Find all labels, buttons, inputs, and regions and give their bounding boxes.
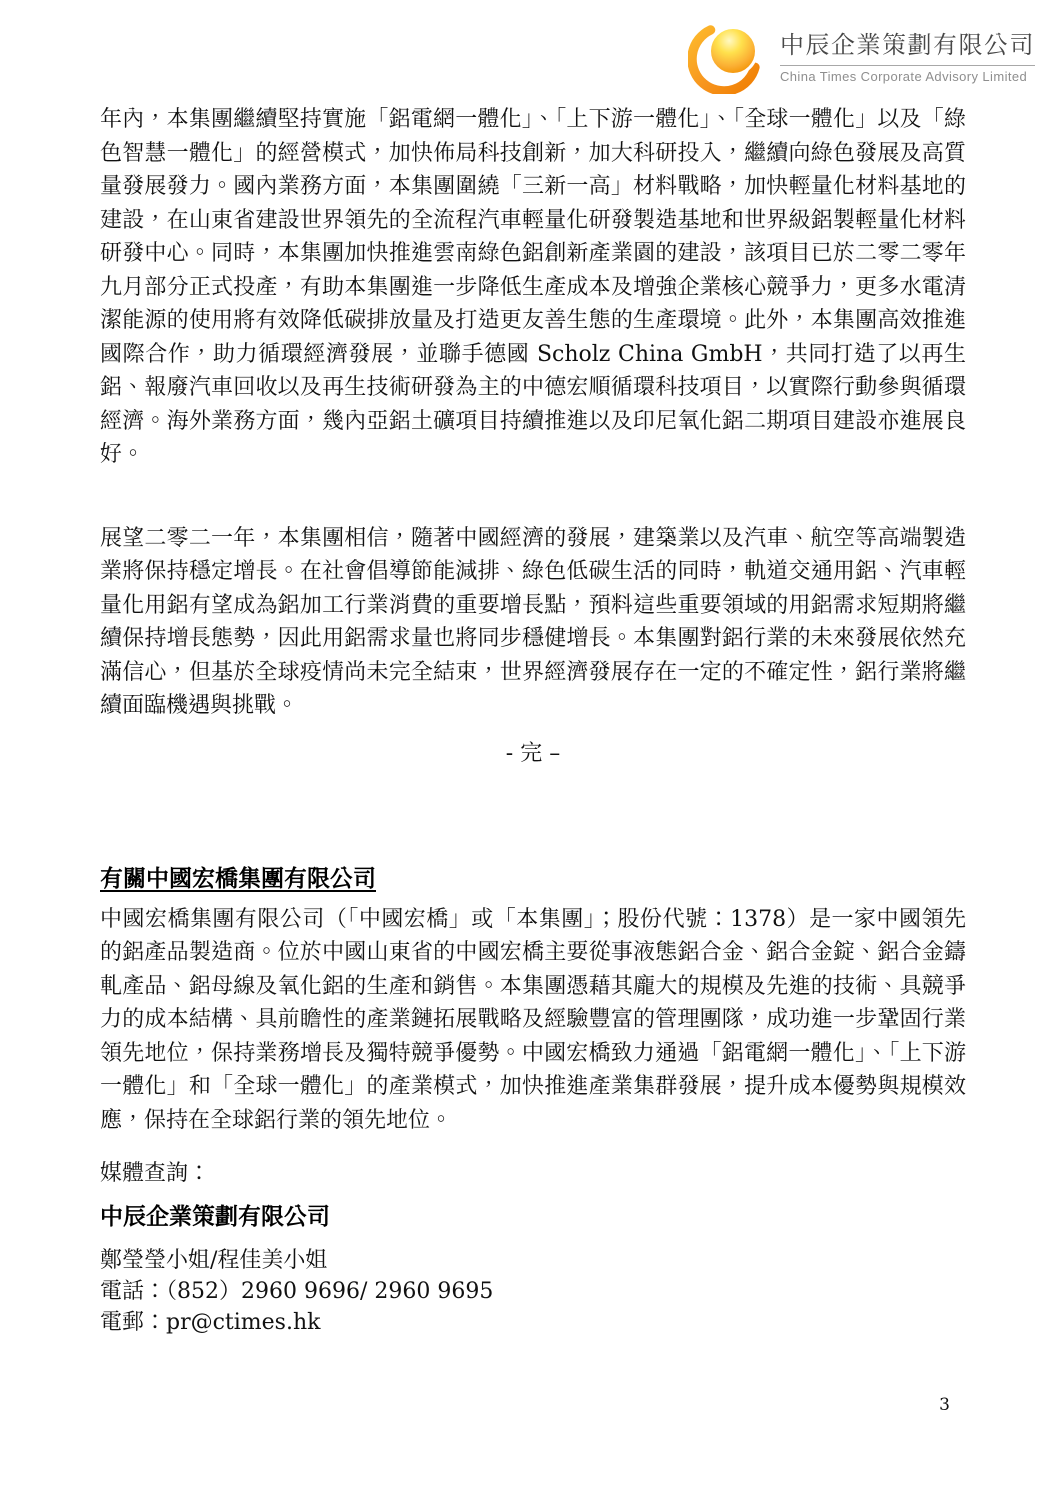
contact-email: 電郵：pr@ctimes.hk: [100, 1310, 321, 1335]
company-name-zh: 中辰企業策劃有限公司: [780, 32, 1035, 60]
contact-company-name: 中辰企業策劃有限公司: [100, 1203, 330, 1230]
end-marker: - 完 –: [505, 740, 561, 766]
paragraph-about-company: 中國宏橋集團有限公司（「中國宏橋」或「本集團」；股份代號：1378）是一家中國領先的鋁產品製造商。位於中國山東省的中國宏橋主要從事液態鋁合金、鋁合金錠、鋁合金鑄軋產品、鋁母線及氧化鋁的生產和銷售。本集團憑藉其龐大的規模及先進的技術、具競爭力的成本結構、具前瞻性的產業鏈拓展戰略及經驗豐富的管理團隊，成功進一步鞏固行業領先地位，保持業務增長及獨特競爭優勢。中國宏橋致力通過「鋁電網一體化」、「上下游一體化」和「全球一體化」的產業模式，加快推進產業集群發展，提升成本優勢與規模效應，保持在全球鋁行業的領先地位。: [100, 906, 966, 1133]
company-name-en: China Times Corporate Advisory Limited: [780, 68, 1028, 84]
contact-persons: 鄭瑩瑩小姐/程佳美小姐: [100, 1248, 328, 1273]
media-enquiry-label: 媒體查詢：: [100, 1161, 211, 1186]
page-number: 3: [939, 1395, 950, 1415]
about-section-heading: 有關中國宏橋集團有限公司: [100, 864, 376, 892]
paragraph-business-review: 年內，本集團繼續堅持實施「鋁電網一體化」、「上下游一體化」、「全球一體化」以及「綠色智慧一體化」的經營模式，加快佈局科技創新，加大科研投入，繼續向綠色發展及高質量發展發力。國內業務方面，本集團圍繞「三新一高」材料戰略，加快輕量化材料基地的建設，在山東省建設世界領先的全流程汽車輕量化研發製造基地和世界級鋁製輕量化材料研發中心。同時，本集團加快推進雲南綠色鋁創新產業園的建設，該項目已於二零二零年九月部分正式投產，有助本集團進一步降低生產成本及增強企業核心競爭力，更多水電清潔能源的使用將有效降低碳排放量及打造更友善生態的生產環境。此外，本集團高效推進國際合作，助力循環經濟發展，並聯手德國 Scholz China GmbH，共同打造了以再生鋁、報廢汽車回收以及再生技術研發為主的中德宏順循環科技項目，以實際行動參與循環經濟。海外業務方面，幾內亞鋁土礦項目持續推進以及印尼氧化鋁二期項目建設亦進展良好。: [100, 107, 966, 467]
contact-block: [100, 1245, 966, 1338]
contact-phone: 電話：（852）2960 9696/ 2960 9695: [100, 1279, 494, 1304]
paragraph-outlook: 展望二零二一年，本集團相信，隨著中國經濟的發展，建築業以及汽車、航空等高端製造業將保持穩定增長。在社會倡導節能減排、綠色低碳生活的同時，軌道交通用鋁、汽車輕量化用鋁有望成為鋁加工行業消費的重要增長點，預料這些重要領域的用鋁需求短期將繼續保持增長態勢，因此用鋁需求量也將同步穩健增長。本集團對鋁行業的未來發展依然充滿信心，但基於全球疫情尚未完全結束，世界經濟發展存在一定的不確定性，鋁行業將繼續面臨機遇與挑戰。: [100, 525, 966, 718]
